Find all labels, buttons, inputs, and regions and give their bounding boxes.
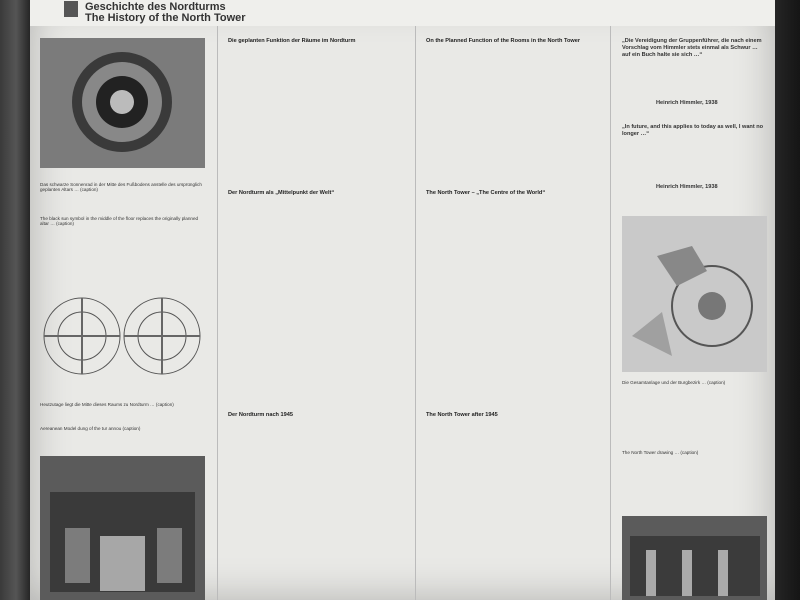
column-divider: [610, 26, 611, 600]
quote-2: „In future, and this applies to today as well, I want no longer …“: [622, 124, 764, 137]
section-de-3: [228, 412, 403, 423]
quote-1: „Die Vereidigung der Gruppenführer, die nach einem Vorschlag vom Himmler stets einmal als Schwur … auf ein Buch halte sie sich …“: [622, 38, 762, 58]
section-title: Der Nordturm als „Mittelpunkt der Welt“: [228, 190, 335, 196]
column-divider: [217, 26, 218, 600]
section-title: Der Nordturm nach 1945: [228, 412, 293, 418]
section-title: Die geplanten Funktion der Räume im Nordturm: [228, 38, 356, 44]
column-divider: [415, 26, 416, 600]
caption-floor-en: The black sun symbol in the middle of the floor replaces the originally planned altar … (caption): [40, 216, 199, 227]
column-left: [40, 26, 210, 600]
panel-header: [30, 0, 775, 26]
caption-plan: Die Gesamtanlage und der Burgbezirk … (caption): [622, 380, 726, 385]
caption-diagram-en: Aereanean Model dung of the tur annou (caption): [40, 426, 141, 431]
photo-floor: [40, 38, 205, 168]
caption-bottom: The North Tower drawing … (caption): [622, 450, 699, 455]
column-german: [228, 26, 408, 600]
info-panel: [30, 0, 775, 600]
site-plan: [622, 216, 767, 372]
title-english: The History of the North Tower: [85, 12, 246, 24]
section-title: On the Planned Function of the Rooms in the North Tower: [426, 38, 581, 44]
section-de-2: [228, 190, 403, 201]
photo-bottom: [622, 516, 767, 600]
title-german: Geschichte des Nordturms: [85, 1, 226, 13]
photo-interior: [40, 456, 205, 600]
section-en-3: [426, 412, 601, 423]
section-de-1: [228, 38, 403, 49]
section-en-2: [426, 190, 601, 201]
panel-title: [85, 2, 246, 24]
section-title: The North Tower after 1945: [426, 412, 498, 418]
caption-floor-de: Das schwarze Sonnenrad in der Mitte des Fußbodens anstelle des ursprünglich geplanten Altars … (caption): [40, 182, 202, 193]
signature-1: Heinrich Himmler, 1938: [656, 100, 718, 106]
section-en-1: [426, 38, 601, 49]
column-english: [426, 26, 606, 600]
sunwheel-diagrams: [40, 284, 205, 394]
signature-2: Heinrich Himmler, 1938: [656, 184, 718, 190]
caption-diagram-de: Heutzutage liegt die Mitte dieses Raums zu Nordturm … (caption): [40, 402, 174, 407]
section-title: The North Tower – „The Centre of the World“: [426, 190, 546, 196]
logo-icon: [64, 1, 78, 17]
column-right: [622, 26, 772, 600]
